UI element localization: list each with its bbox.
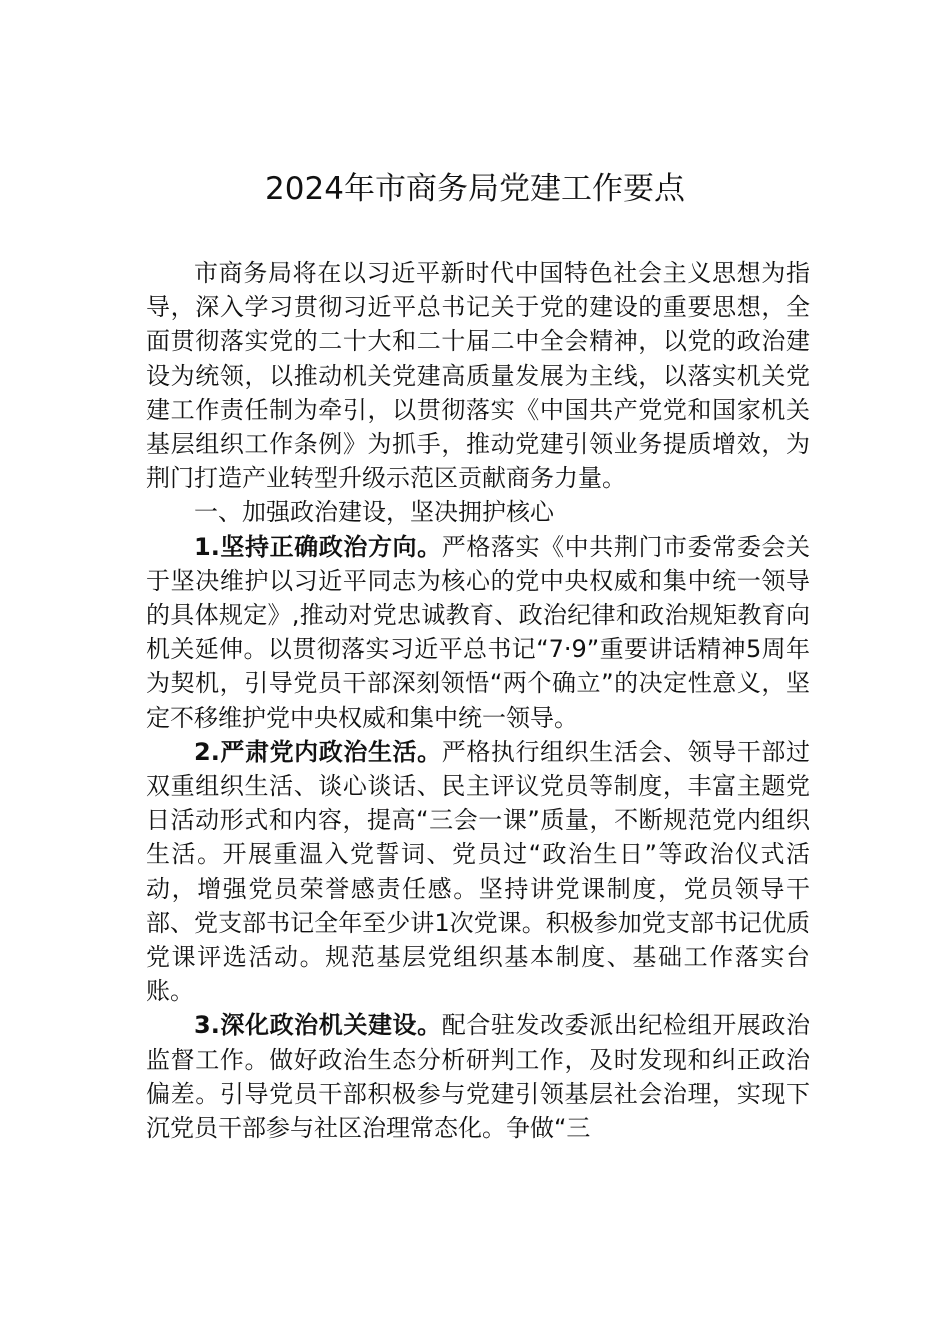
- item-body-2: 严格执行组织生活会、领导干部过双重组织生活、谈心谈话、民主评议党员等制度，丰富主题党日活动形式和内容，提高“三会一课”质量，不断规范党内组织生活。开展重温入党誓词、党员过“政治生日”等政治仪式活动，增强党员荣誉感责任感。坚持讲党课制度，党员领导干部、党支部书记全年至少讲1次党课。积极参加党支部书记优质党课评选活动。规范基层党组织基本制度、基础工作落实台账。: [146, 737, 811, 1006]
- item-paragraph-3: [146, 1008, 810, 1145]
- document-body: [146, 256, 810, 1145]
- item-body-3: 配合驻发改委派出纪检组开展政治监督工作。做好政治生态分析研判工作，及时发现和纠正政治偏差。引导党员干部积极参与党建引领基层社会治理，实现下沉党员干部参与社区治理常态化。争做“三: [146, 1011, 811, 1143]
- item-paragraph-1: [146, 530, 810, 735]
- item-lead-1: 1.坚持正确政治方向。: [194, 532, 442, 561]
- item-body-1: 严格落实《中共荆门市委常委会关于坚决维护以习近平同志为核心的党中央权威和集中统一领导的具体规定》,推动对党忠诚教育、政治纪律和政治规矩教育向机关延伸。以贯彻落实习近平总书记“7·9”重要讲话精神5周年为契机，引导党员干部深刻领悟“两个确立”的决定性意义，坚定不移维护党中央权威和集中统一领导。: [146, 532, 811, 732]
- item-paragraph-2: [146, 735, 810, 1009]
- section-heading: 一、加强政治建设，坚决拥护核心: [194, 498, 554, 527]
- item-lead-3: 3.深化政治机关建设。: [194, 1011, 442, 1040]
- item-lead-2: 2.严肃党内政治生活。: [194, 737, 442, 766]
- intro-paragraph: 市商务局将在以习近平新时代中国特色社会主义思想为指导，深入学习贯彻习近平总书记关于党的建设的重要思想，全面贯彻落实党的二十大和二十届二中全会精神，以党的政治建设为统领，以推动机关党建高质量发展为主线，以落实机关党建工作责任制为牵引，以贯彻落实《中国共产党党和国家机关基层组织工作条例》为抓手，推动党建引领业务提质增效，为荆门打造产业转型升级示范区贡献商务力量。: [146, 259, 810, 493]
- page-title: 2024年市商务局党建工作要点: [265, 171, 685, 207]
